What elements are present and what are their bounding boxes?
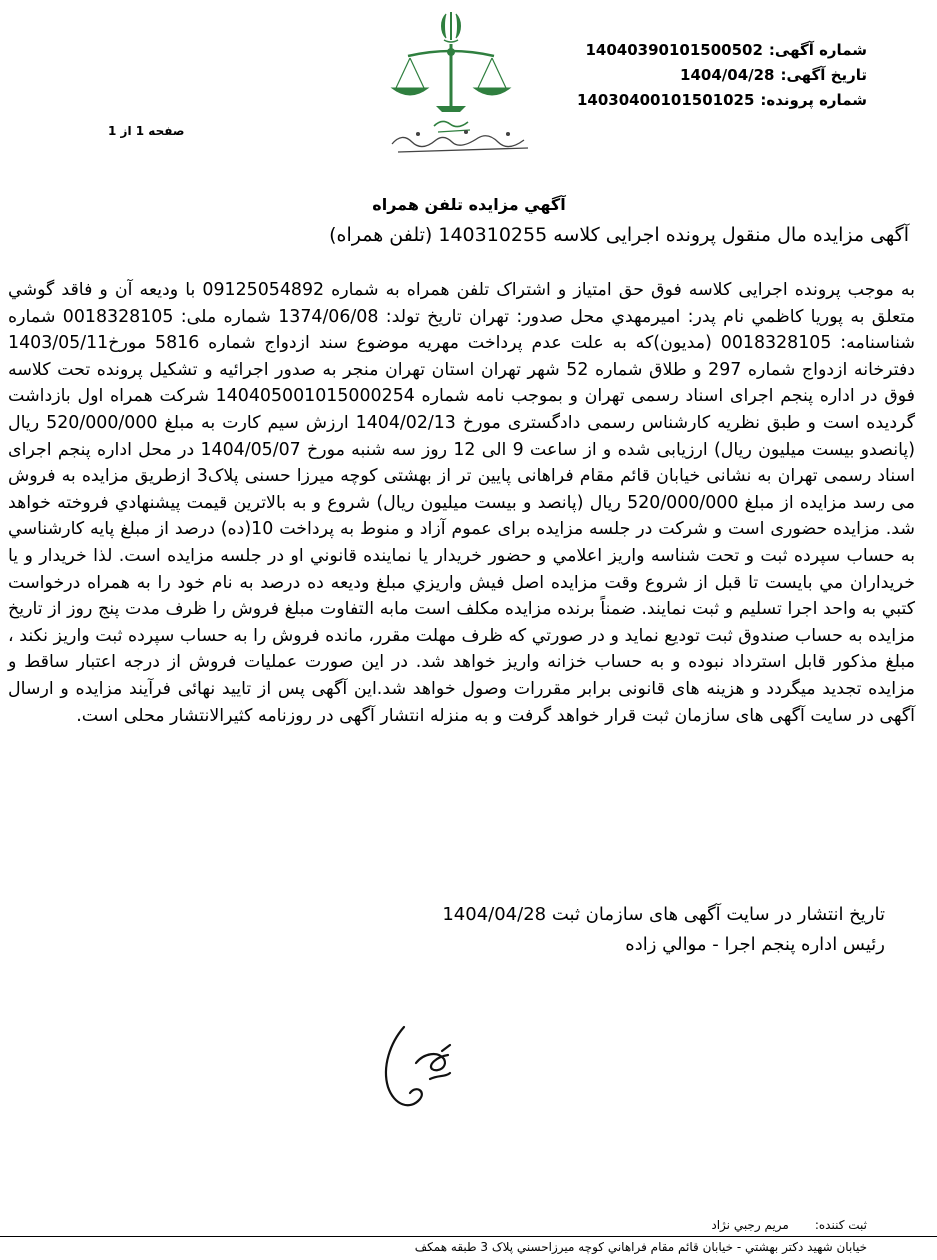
publication-date-line: تاريخ انتشار در سایت آگهی های سازمان ثبت 1404/04/28: [442, 904, 885, 925]
judiciary-emblem-icon: [378, 6, 548, 156]
publication-info: [442, 900, 885, 960]
page-indicator: صفحه 1 از 1: [108, 124, 185, 138]
registrar-row: [415, 1214, 867, 1236]
file-number-label: شماره پرونده:: [760, 91, 867, 109]
handwritten-signature: [346, 993, 480, 1123]
file-number-row: [577, 88, 867, 113]
footer-divider: [0, 1236, 937, 1237]
registrar-name: مريم رجبي نژاد: [711, 1218, 789, 1232]
notice-subtitle: آگهی مزایده مال منقول پرونده اجرایی کلاسه 140310255 (تلفن همراه): [329, 224, 909, 246]
notice-number-label: شماره آگهی:: [768, 41, 867, 59]
notice-date-label: تاریخ آگهی:: [780, 66, 867, 84]
office-head-line: رئيس اداره پنجم اجرا - موالي زاده: [625, 934, 885, 955]
notice-number-row: [577, 38, 867, 63]
office-address: خيابان شهيد دكتر بهشتي - خيابان قائم مقام فراهاني كوچه ميرزاحسني پلاک 3 طبقه همكف: [414, 1240, 867, 1254]
notice-body: به موجب پرونده اجرایی کلاسه فوق حق امتیاز و اشتراک تلفن همراه به شماره 09125054892 با ودیعه آن و فاقد گوشي متعلق به پوريا كاظمي نام پدر: اميرمهدي محل صدور: تهران تاریخ تولد: 1374/06/08 شماره ملی: 0018328105 شماره شناسنامه: 0018328105 (مدیون)که به علت عدم پرداخت مهریه موضوع سند ازدواج شماره 5816 مورخ1403/05/11 دفترخانه ازدواج شماره 297 و طلاق شماره 52 شهر تهران استان تهران منجر به صدور اجرائیه و تشکیل پرونده تحت کلاسه فوق در اداره پنجم اجرای اسناد رسمی تهران و بموجب نامه شماره 140405001015000254 شرکت همراه اول بازداشت گردیده است و طبق نظریه کارشناس رسمی دادگستری مورخ 1404/02/13 ارزش سیم کارت به مبلغ 520/000/000 ریال (پانصدو بیست میلیون ریال) ارزیابی شده و از ساعت 9 الی 12 روز سه شنبه مورخ 1404/05/07 در محل اداره پنجم اجرای اسناد رسمی تهران به نشانی خیابان قائم مقام فراهانی پایین تر از بهشتی کوچه میرزا حسنی پلاک3 ازطریق مزایده به فروش می رسد مزایده از مبلغ 520/000/000 ریال (پانصد و بیست میلیون ریال) شروع و به بالاترین قیمت پیشنهادي فروخته خواهد شد. مزایده حضوری است و شرکت در جلسه مزایده برای عموم آزاد و منوط به پرداخت 10(ده) درصد از مبلغ پايه كارشناسي به حساب سپرده ثبت و تحت شناسه واريز اعلامي و حضور خريدار يا نماينده قانوني او در جلسه مزايده است. لذا خريدار و يا خريداران مي بايست تا قبل از شروع وقت مزايده اصل فيش واريزي مبلغ وديعه ده درصد به نام خود را به همراه درخواست كتبي به واحد اجرا تسليم و ثبت نمايند. ضمناً برنده مزایده مکلف است مابه التفاوت مبلغ فروش را ظرف مدت پنج روز از تاریخ مزایده به حساب صندوق ثبت توديع نمايد و در صورتي كه ظرف مهلت مقرر، مانده فروش را به حساب سپرده ثبت واريز نكند ، مبلغ مذكور قابل استرداد نبوده و به حساب خزانه واريز خواهد شد. در این صورت عملیات فروش از درجه اعتبار ساقط و مزایده تجدید میگردد و هزینه های قانونی برابر مقررات وصول خواهد شد.این آگهی پس از تایید نهائی فرآیند مزایده و ارسال آگهی در سایت آگهی های سازمان ثبت قرار خواهد گرفت و به منزله انتشار آگهی در روزنامه کثیرالانتشار محلی است.: [8, 280, 916, 726]
file-number: 14030400101501025: [576, 91, 755, 109]
notice-date: 1404/04/28: [680, 66, 775, 84]
notice-title: آگهي مزايده تلفن همراه: [372, 195, 566, 214]
registrar-label: ثبت کننده:: [814, 1218, 867, 1232]
notice-number: 14040390101500502: [585, 41, 763, 59]
notice-meta: [577, 38, 867, 113]
notice-date-row: [577, 63, 867, 88]
